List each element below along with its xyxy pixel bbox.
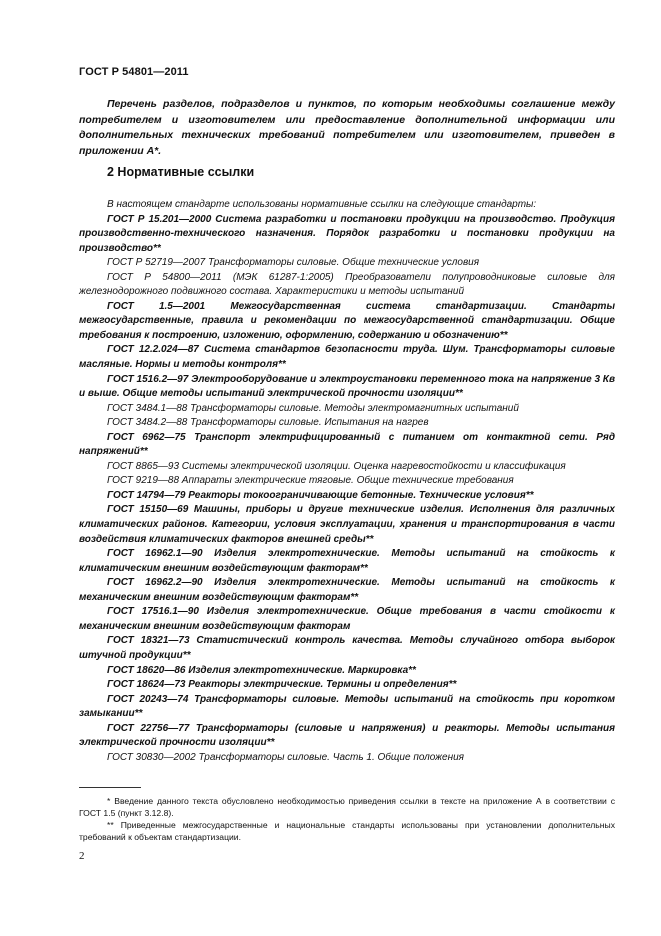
section-title: 2 Нормативные ссылки	[107, 165, 255, 179]
reference-item: ГОСТ 8865—93 Системы электрической изоляции. Оценка нагревостойкости и классификация	[107, 460, 566, 472]
footnote-separator	[79, 787, 141, 788]
reference-item: ГОСТ 1.5—2001 Межгосударственная система стандартизации. Стандарты межгосударственные, правила и рекомендации по межгосударственной стандартизации. Общие требования к построению, изложению, оформлению, содержанию и обозначению**	[79, 300, 615, 341]
reference-item: ГОСТ 16962.1—90 Изделия электротехнические. Методы испытаний на стойкость к климатическим внешним воздействующим факторам**	[79, 548, 615, 574]
reference-item: ГОСТ Р 15.201—2000 Система разработки и постановки продукции на производство. Продукция производственно-технического назначения. Порядок разработки и постановки продукции на производство**	[79, 213, 615, 254]
reference-item: ГОСТ 14794—79 Реакторы токоограничивающие бетонные. Технические условия**	[107, 489, 534, 501]
reference-item: ГОСТ 12.2.024—87 Система стандартов безопасности труда. Шум. Трансформаторы силовые масляные. Нормы и методы контроля**	[79, 344, 615, 371]
reference-item: ГОСТ 3484.2—88 Трансформаторы силовые. Испытания на нагрев	[107, 417, 429, 429]
reference-item: ГОСТ 18321—73 Статистический контроль качества. Методы случайного отбора выборок штучной продукции**	[79, 635, 615, 661]
reference-item: ГОСТ 6962—75 Транспорт электрифицированный с питанием от контактной сети. Ряд напряжений**	[79, 431, 615, 458]
reference-item: ГОСТ 30830—2002 Трансформаторы силовые. Часть 1. Общие положения	[107, 751, 464, 763]
reference-item: ГОСТ 20243—74 Трансформаторы силовые. Методы испытаний на стойкость при коротком замыкании**	[79, 693, 615, 720]
footnote-2: ** Приведенные межгосударственные и национальные стандарты использованы при установлении дополнительных требований к объектам стандартизации.	[79, 820, 615, 842]
reference-item: ГОСТ 15150—69 Машины, приборы и другие технические изделия. Исполнения для различных климатических районов. Категории, условия эксплуатации, хранения и транспортирования в части воздействия климатических факторов внешней среды**	[79, 504, 615, 545]
reference-item: ГОСТ Р 52719—2007 Трансформаторы силовые. Общие технические условия	[107, 257, 480, 269]
reference-item: ГОСТ 1516.2—97 Электрооборудование и электроустановки переменного тока на напряжение 3 Кв и выше. Общие методы испытаний электрической прочности изоляции**	[79, 373, 615, 400]
reference-item: ГОСТ 18624—73 Реакторы электрические. Термины и определения**	[107, 679, 457, 691]
reference-item: ГОСТ 18620—86 Изделия электротехнические. Маркировка**	[107, 664, 416, 676]
reference-item: ГОСТ 22756—77 Трансформаторы (силовые и напряжения) и реакторы. Методы испытания электрической прочности изоляции**	[79, 722, 615, 749]
reference-item: ГОСТ 3484.1—88 Трансформаторы силовые. Методы электромагнитных испытаний	[107, 402, 519, 414]
references-list	[79, 198, 615, 765]
document-header: ГОСТ Р 54801—2011	[79, 66, 189, 78]
reference-item: ГОСТ Р 54800—2011 (МЭК 61287-1:2005) Преобразователи полупроводниковые силовые для железнодорожного подвижного состава. Характеристики и методы испытаний	[79, 271, 615, 298]
reference-item: ГОСТ 16962.2—90 Изделия электротехнические. Методы испытаний на стойкость к механическим внешним воздействующим факторам**	[79, 577, 615, 603]
footnote-1: * Введение данного текста обусловлено необходимостью приведения ссылки в тексте на приложение А в соответствии с ГОСТ 1.5 (пункт 3.12.8).	[79, 796, 615, 818]
reference-item: ГОСТ 17516.1—90 Изделия электротехнические. Общие требования в части стойкости к механическим внешним воздействующим факторам	[79, 606, 615, 632]
references-intro: В настоящем стандарте использованы нормативные ссылки на следующие стандарты:	[107, 199, 537, 210]
intro-paragraph: Перечень разделов, подразделов и пунктов, по которым необходимы соглашение между потребителем и изготовителем или предоставление дополнительной информации или дополнительных технических требований потребителем или изготовителем, приведен в приложении А*.	[79, 98, 615, 157]
reference-item: ГОСТ 9219—88 Аппараты электрические тяговые. Общие технические требования	[107, 475, 514, 487]
page-number: 2	[79, 850, 85, 862]
